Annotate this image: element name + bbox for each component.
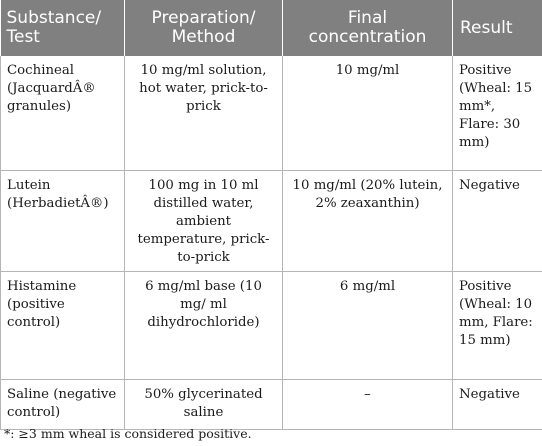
table-header — [1, 0, 542, 56]
cell-substance: Saline (negative control) — [1, 379, 125, 429]
header-row — [1, 0, 542, 56]
cell-concentration: 6 mg/ml — [283, 271, 453, 379]
cell-result: Negative — [453, 170, 542, 271]
cell-result: Negative — [453, 379, 542, 429]
cell-substance: Histamine (positive control) — [1, 271, 125, 379]
table-footnote: *: ≥3 mm wheal is considered positive. — [4, 426, 252, 441]
table-row — [1, 56, 542, 170]
cell-preparation: 100 mg in 10 ml distilled water, ambient temperature, prick-to-prick — [125, 170, 283, 271]
header-substance-test: Substance/ Test — [1, 0, 125, 56]
table-body — [1, 56, 542, 429]
header-final-concentration: Final concentration — [283, 0, 453, 56]
cell-preparation: 50% glycerinated saline — [125, 379, 283, 429]
table-row — [1, 271, 542, 379]
cell-concentration: – — [283, 379, 453, 429]
header-preparation-method: Preparation/ Method — [125, 0, 283, 56]
cell-result: Positive (Wheal: 10 mm, Flare: 15 mm) — [453, 271, 542, 379]
cell-concentration: 10 mg/ml — [283, 56, 453, 170]
table-row — [1, 170, 542, 271]
header-result: Result — [453, 0, 542, 56]
cell-substance: Lutein (HerbadietÂ®) — [1, 170, 125, 271]
table-row — [1, 379, 542, 429]
cell-substance: Cochineal (JacquardÂ® granules) — [1, 56, 125, 170]
cell-result: Positive (Wheal: 15 mm*, Flare: 30 mm) — [453, 56, 542, 170]
cell-concentration: 10 mg/ml (20% lutein, 2% zeaxanthin) — [283, 170, 453, 271]
cell-preparation: 10 mg/ml solution, hot water, prick-to-prick — [125, 56, 283, 170]
cell-preparation: 6 mg/ml base (10 mg/ ml dihydrochloride) — [125, 271, 283, 379]
